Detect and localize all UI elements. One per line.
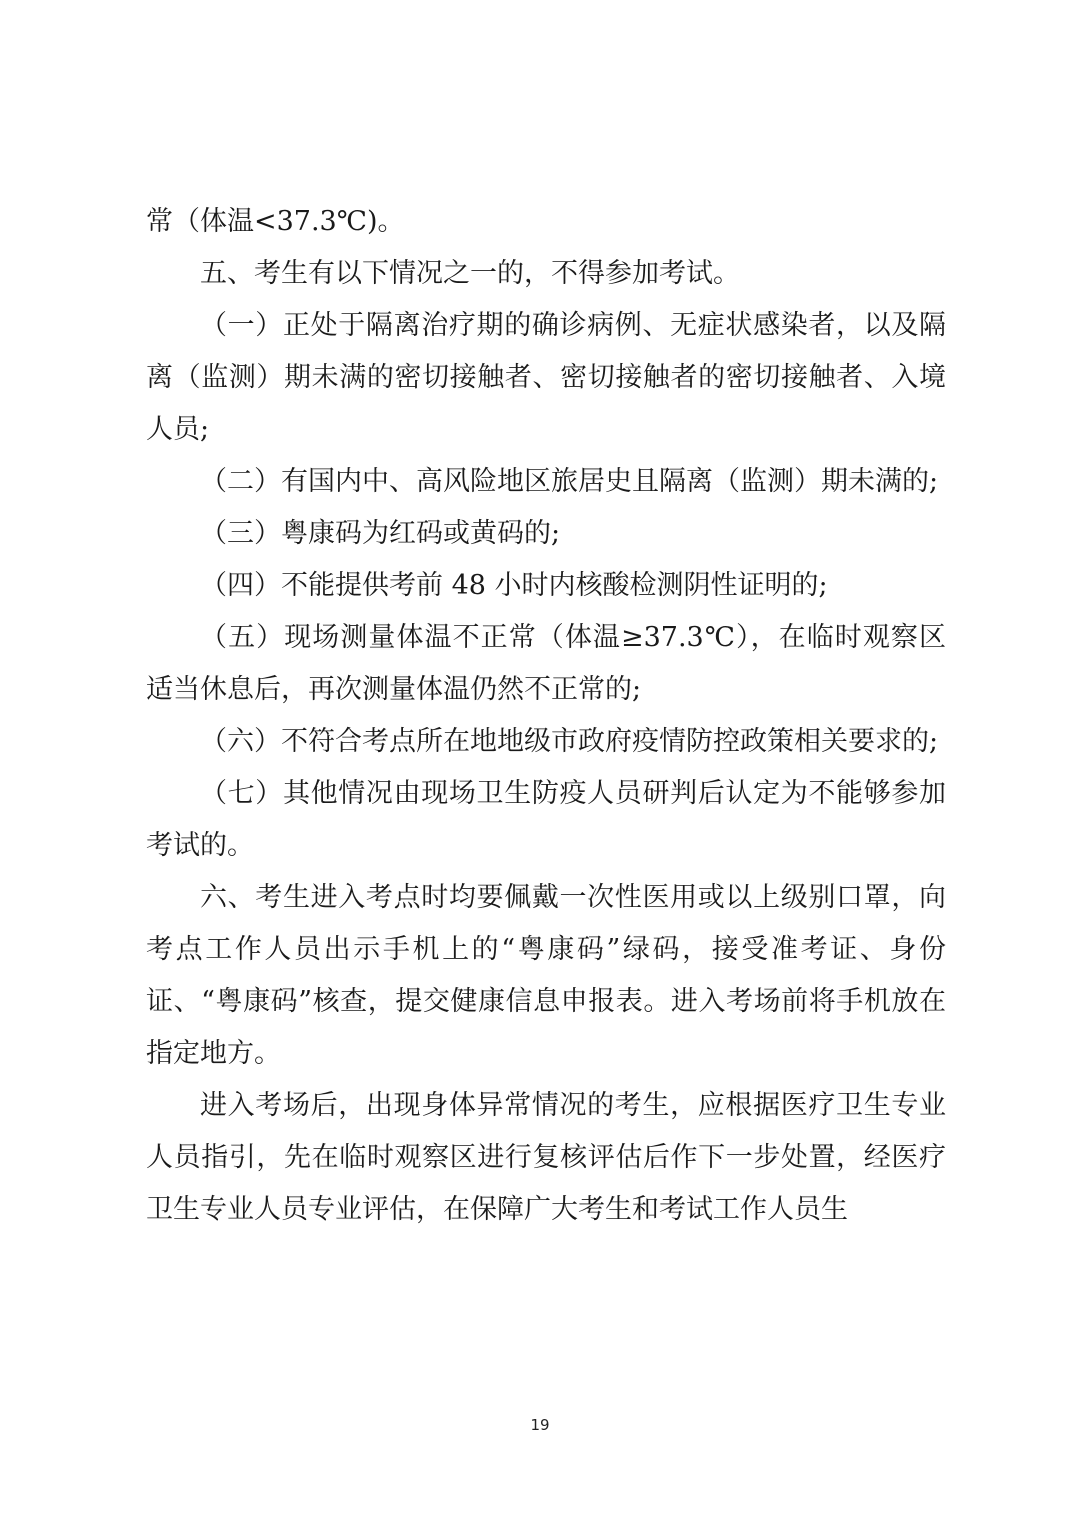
paragraph-after-entry: 进入考场后，出现身体异常情况的考生，应根据医疗卫生专业人员指引，先在临时观察区进行复核评估后作下一步处置，经医疗卫生专业人员专业评估，在保障广大考生和考试工作人员生: [146, 1090, 946, 1225]
document-body: [146, 196, 946, 1236]
paragraph-item-seven: （七）其他情况由现场卫生防疫人员研判后认定为不能够参加考试的。: [146, 778, 946, 861]
paragraph-item-six: （六）不符合考点所在地地级市政府疫情防控政策相关要求的;: [200, 726, 939, 757]
paragraph-item-one: （一）正处于隔离治疗期的确诊病例、无症状感染者，以及隔离（监测）期未满的密切接触者、密切接触者的密切接触者、入境人员;: [146, 310, 946, 445]
paragraph-item-five: （五）现场测量体温不正常（体温≥37.3℃），在临时观察区适当休息后，再次测量体温仍然不正常的;: [146, 622, 946, 705]
paragraph-continuation: 常（体温<37.3℃)。: [146, 206, 405, 237]
paragraph-section-five: 五、考生有以下情况之一的，不得参加考试。: [200, 258, 740, 289]
paragraph-section-six: 六、考生进入考点时均要佩戴一次性医用或以上级别口罩，向考点工作人员出示手机上的“粤康码”绿码，接受准考证、身份证、“粤康码”核查，提交健康信息申报表。进入考场前将手机放在指定地方。: [146, 882, 946, 1069]
paragraph-item-two: （二）有国内中、高风险地区旅居史且隔离（监测）期未满的;: [200, 466, 939, 497]
page-number: 19: [530, 1416, 550, 1434]
paragraph-item-three: （三）粤康码为红码或黄码的;: [200, 518, 561, 549]
paragraph-item-four: （四）不能提供考前 48 小时内核酸检测阴性证明的;: [200, 570, 828, 601]
